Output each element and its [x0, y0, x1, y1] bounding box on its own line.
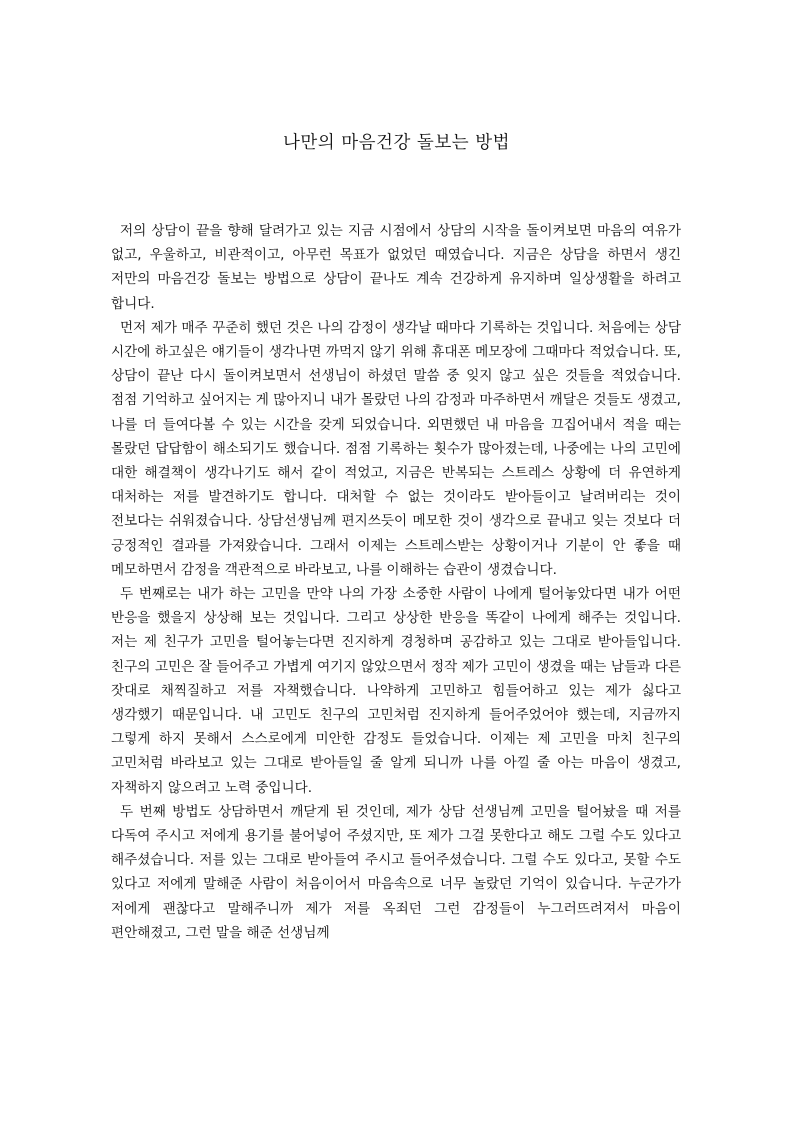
paragraph-method-one: 먼저 제가 매주 꾸준히 했던 것은 나의 감정이 생각날 때마다 기록하는 것입니다. 처음에는 상담 시간에 하고싶은 얘기들이 생각나면 까먹지 않기 위해 휴대폰 메모장에 그때마다 적었습니다. 또, 상담이 끝난 다시 돌이켜보면서 선생님이 하셨던 말씀 중 잊지 않고 싶은 것들을 적었습니다. 점점 기억하고 싶어지는 게 많아지니 내가 몰랐던 나의 감정과 마주하면서 깨달은 것들도 생겼고, 나를 더 들여다볼 수 있는 시간을 갖게 되었습니다. 외면했던 내 마음을 끄집어내서 적을 때는 몰랐던 답답함이 해소되기도 했습니다. 점점 기록하는 횟수가 많아졌는데, 나중에는 나의 고민에 대한 해결책이 생각나기도 해서 같이 적었고, 지금은 반복되는 스트레스 상황에 더 유연하게 대처하는 저를 발견하기도 합니다. 대처할 수 없는 것이라도 받아들이고 날려버리는 것이 전보다는 쉬워졌습니다. 상담선생님께 편지쓰듯이 메모한 것이 생각으로 끝내고 잊는 것보다 더 긍정적인 결과를 가져왔습니다. 그래서 이제는 스트레스받는 상황이거나 기분이 안 좋을 때 메모하면서 감정을 객관적으로 바라보고, 나를 이해하는 습관이 생겼습니다.: [111, 319, 681, 578]
document-body: [111, 219, 681, 945]
paragraph-method-two: 두 번째로는 내가 하는 고민을 만약 나의 가장 소중한 사람이 나에게 털어놓았다면 내가 어떤 반응을 했을지 상상해 보는 것입니다. 그리고 상상한 반응을 똑같이 나에게 해주는 것입니다. 저는 제 친구가 고민을 털어놓는다면 진지하게 경청하며 공감하고 있는 그대로 받아들입니다. 친구의 고민은 잘 들어주고 가볍게 여기지 않았으면서 정작 제가 고민이 생겼을 때는 남들과 다른 잣대로 채찍질하고 저를 자책했습니다. 나약하게 고민하고 힘들어하고 있는 제가 싫다고 생각했기 때문입니다. 내 고민도 친구의 고민처럼 진지하게 들어주었어야 했는데, 지금까지 그렇게 하지 못해서 스스로에게 미안한 감정도 들었습니다. 이제는 제 고민을 마치 친구의 고민처럼 바라보고 있는 그대로 받아들일 줄 알게 되니까 나를 아낄 줄 아는 마음이 생겼고, 자책하지 않으려고 노력 중입니다.: [111, 586, 681, 796]
paragraph-method-two-cont: 두 번째 방법도 상담하면서 깨닫게 된 것인데, 제가 상담 선생님께 고민을 털어놨을 때 저를 다독여 주시고 저에게 용기를 불어넣어 주셨지만, 또 제가 그걸 못한다고 해도 그럴 수도 있다고 해주셨습니다. 저를 있는 그대로 받아들여 주시고 들어주셨습니다. 그럴 수도 있다고, 못할 수도 있다고 저에게 말해준 사람이 처음이어서 마음속으로 너무 놀랐던 기억이 있습니다. 누군가가 저에게 괜찮다고 말해주니까 제가 저를 옥죄던 그런 감정들이 누그러뜨려져서 마음이 편안해졌고, 그런 말을 해준 선생님께: [111, 803, 681, 941]
document-title: 나만의 마음건강 돌보는 방법: [282, 133, 511, 153]
paragraph-intro: 저의 상담이 끝을 향해 달려가고 있는 지금 시점에서 상담의 시작을 돌이켜보면 마음의 여유가 없고, 우울하고, 비관적이고, 아무런 목표가 없었던 때였습니다. 지금은 상담을 하면서 생긴 저만의 마음건강 돌보는 방법으로 상담이 끝나도 계속 건강하게 유지하며 일상생활을 하려고 합니다.: [111, 223, 681, 312]
